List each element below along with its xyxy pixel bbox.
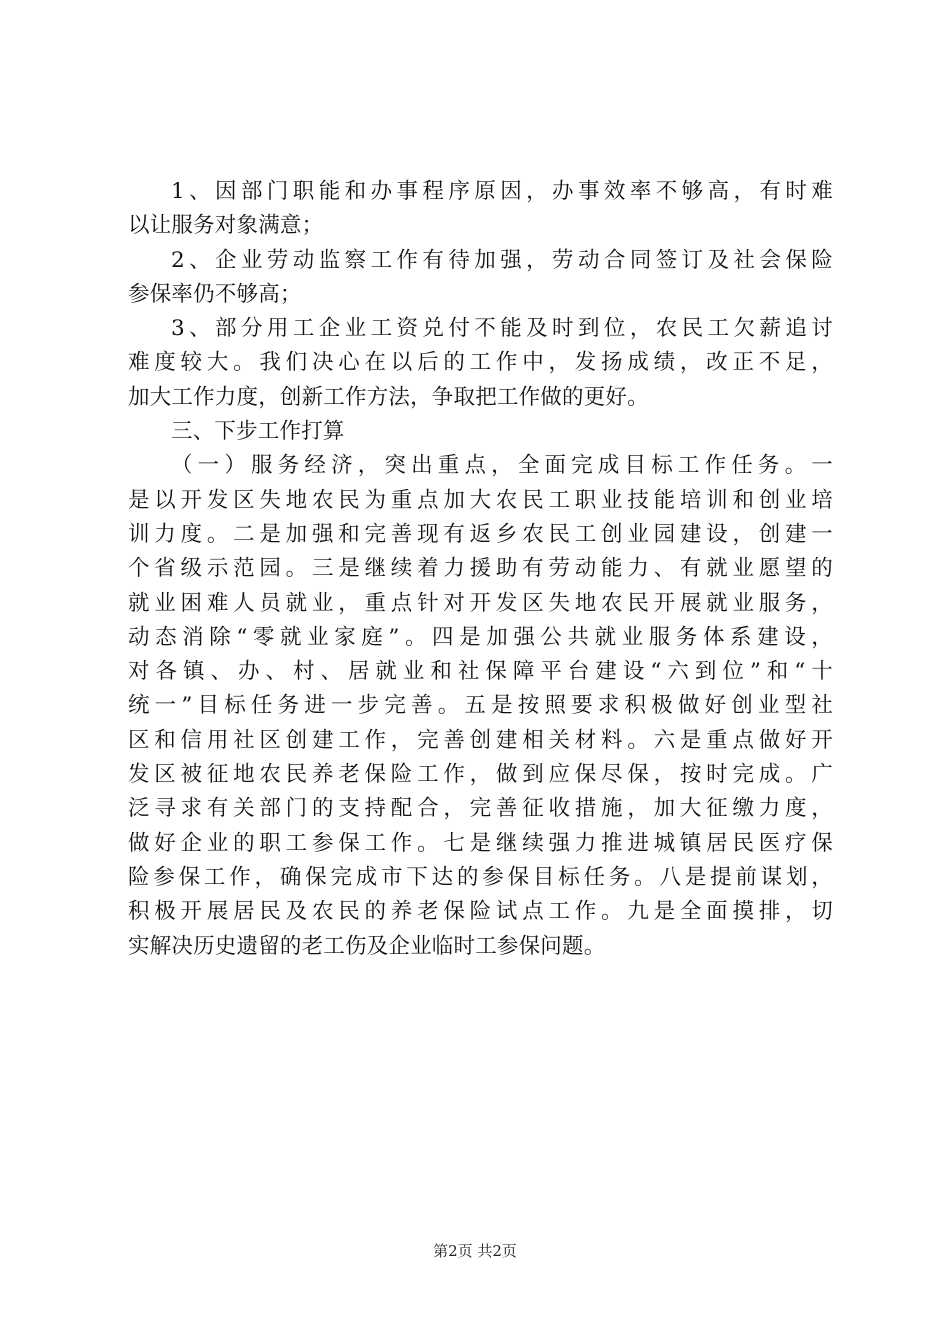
text-line: 做好企业的职工参保工作。七是继续强力推进城镇居民医疗保 — [128, 830, 833, 856]
text-line: 积极开展居民及农民的养老保险试点工作。九是全面摸排，切 — [128, 899, 833, 925]
text-line: 区和信用社区创建工作，完善创建相关材料。六是重点做好开 — [128, 727, 833, 753]
text-line: 实解决历史遗留的老工伤及企业临时工参保问题。 — [128, 933, 606, 959]
text-line: 训力度。二是加强和完善现有返乡农民工创业园建设，创建一 — [128, 521, 833, 547]
text-line: 是以开发区失地农民为重点加大农民工职业技能培训和创业培 — [128, 487, 833, 513]
text-line: 三、下步工作打算 — [171, 419, 345, 445]
page-footer: 第2页 共2页 — [433, 1242, 517, 1260]
text-line: 对各镇、办、村、居就业和社保障平台建设“六到位”和“十 — [128, 659, 833, 685]
text-line: 难度较大。我们决心在以后的工作中，发扬成绩，改正不足， — [128, 350, 833, 376]
text-line: 险参保工作，确保完成市下达的参保目标任务。八是提前谋划， — [128, 864, 833, 890]
text-line: 2、企业劳动监察工作有待加强，劳动合同签订及社会保险 — [171, 247, 833, 273]
text-line: （一）服务经济，突出重点，全面完成目标工作任务。一 — [171, 453, 833, 479]
text-line: 泛寻求有关部门的支持配合，完善征收措施，加大征缴力度， — [128, 796, 833, 822]
text-line: 参保率仍不够高； — [128, 281, 302, 307]
text-line: 发区被征地农民养老保险工作，做到应保尽保，按时完成。广 — [128, 762, 833, 788]
text-line: 动态消除“零就业家庭”。四是加强公共就业服务体系建设， — [128, 624, 833, 650]
text-line: 1、因部门职能和办事程序原因，办事效率不够高，有时难 — [171, 179, 833, 204]
text-line: 3、部分用工企业工资兑付不能及时到位，农民工欠薪追讨 — [171, 316, 833, 342]
text-line: 统一”目标任务进一步完善。五是按照要求积极做好创业型社 — [128, 693, 833, 719]
body-text — [128, 175, 833, 964]
text-line: 以让服务对象满意； — [128, 213, 324, 239]
text-line: 加大工作力度，创新工作方法，争取把工作做的更好。 — [128, 384, 649, 410]
text-line: 个省级示范园。三是继续着力援助有劳动能力、有就业愿望的 — [128, 556, 833, 582]
text-line: 就业困难人员就业，重点针对开发区失地农民开展就业服务， — [128, 590, 833, 616]
